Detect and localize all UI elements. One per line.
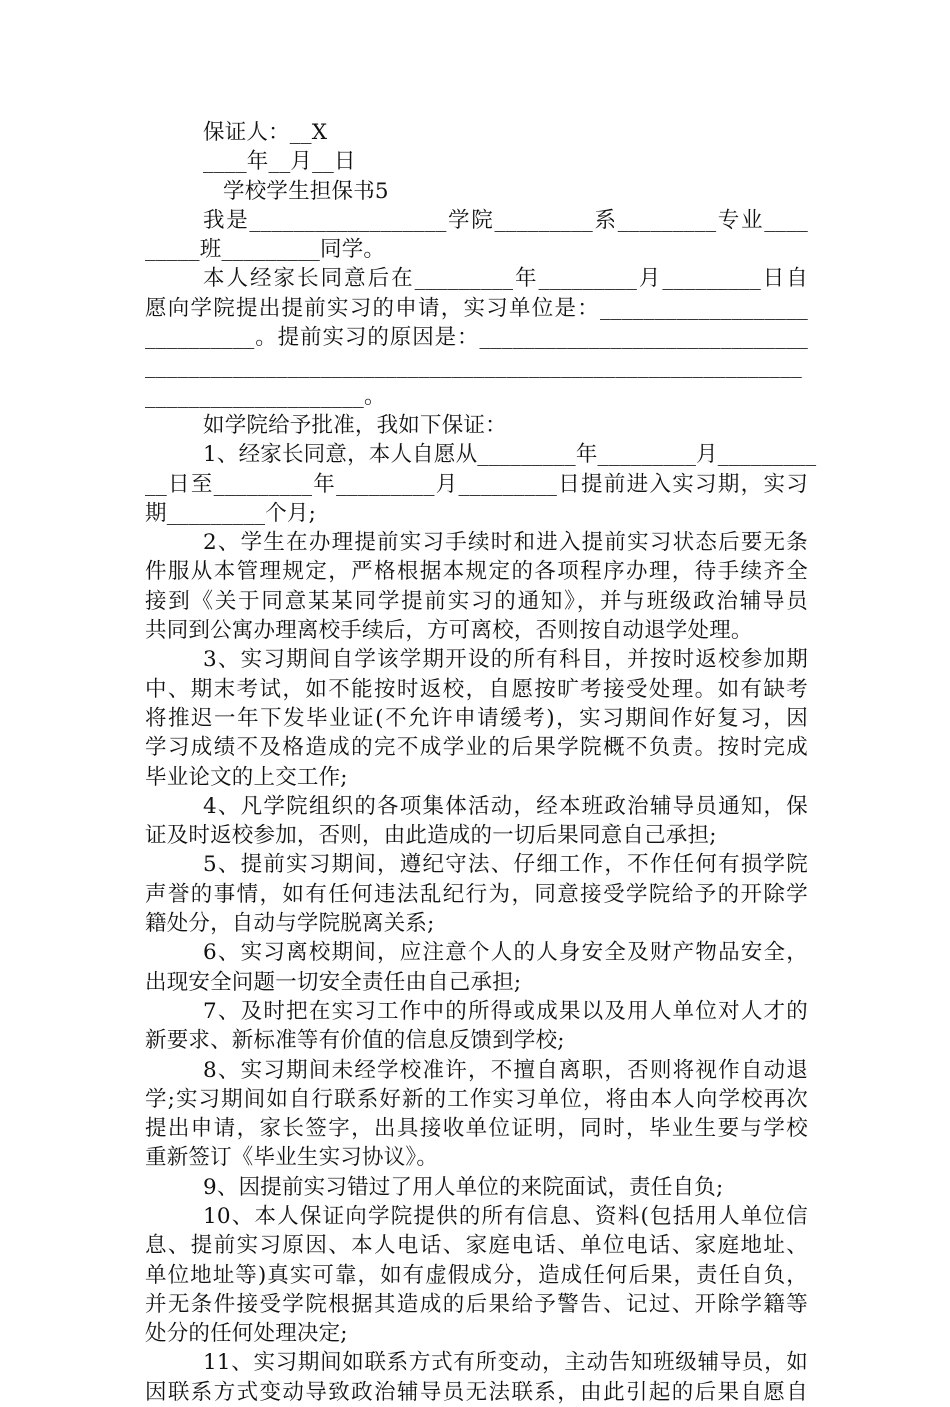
clause-2-line: 接到《关于同意某某同学提前实习的通知》，并与班级政治辅导员 xyxy=(145,588,808,614)
clause-3-line: 学习成绩不及格造成的完不成学业的后果学院概不负责。按时完成 xyxy=(145,735,808,761)
clause-3-line: 毕业论文的上交工作; xyxy=(145,764,348,790)
text-line: _____班_________同学。 xyxy=(145,237,386,263)
clause-7-line: 7、及时把在实习工作中的所得或成果以及用人单位对人才的 xyxy=(203,998,808,1024)
clause-4-line: 4、凡学院组织的各项集体活动，经本班政治辅导员通知，保 xyxy=(203,793,808,819)
date-line: ____年__月__日 xyxy=(203,149,356,175)
clause-1-line: 期_________个月; xyxy=(145,500,317,526)
clause-6-line: 6、实习离校期间，应注意个人的人身安全及财产物品安全， xyxy=(203,940,808,966)
clause-3-line: 中、期末考试，如不能按时返校，自愿按旷考接受处理。如有缺考 xyxy=(145,676,808,702)
text-line: 愿向学院提出提前实习的申请，实习单位是：___________________ xyxy=(145,295,808,321)
text-line: 我是__________________学院_________系_________专业____ xyxy=(203,207,808,233)
clause-2-line: 件服从本管理规定，严格根据本规定的各项程序办理，待手续齐全 xyxy=(145,559,808,585)
clause-6-line: 出现安全问题一切安全责任由自己承担; xyxy=(145,969,522,995)
clause-5-line: 籍处分，自动与学院脱离关系; xyxy=(145,911,435,937)
clause-11-line: 11、实习期间如联系方式有所变动，主动告知班级辅导员，如 xyxy=(203,1350,808,1376)
clause-8-line: 重新签订《毕业生实习协议》。 xyxy=(145,1145,439,1171)
text-line: ____________________。 xyxy=(145,383,386,409)
text-line: 本人经家长同意后在_________年_________月_________日自 xyxy=(203,266,808,292)
clause-8-line: 8、实习期间未经学校准许，不擅自离职，否则将视作自动退 xyxy=(203,1057,808,1083)
clause-10-line: 单位地址等)真实可靠，如有虚假成分，造成任何后果，责任自负， xyxy=(145,1262,808,1288)
clause-7-line: 新要求、新标准等有价值的信息反馈到学校; xyxy=(145,1028,565,1054)
section-title: 学校学生担保书5 xyxy=(223,178,389,204)
clause-4-line: 证及时返校参加，否则，由此造成的一切后果同意自己承担; xyxy=(145,823,717,849)
clause-9-line: 9、因提前实习错过了用人单位的来院面试，责任自负; xyxy=(203,1174,724,1200)
clause-5-line: 5、提前实习期间，遵纪守法、仔细工作，不作任何有损学院 xyxy=(203,852,808,878)
clause-1-line: 1、经家长同意，本人自愿从_________年_________月_________ xyxy=(203,442,817,468)
text-line: 如学院给予批准，我如下保证： xyxy=(203,412,507,438)
guarantor-line: 保证人：__X xyxy=(203,120,328,145)
document-body xyxy=(145,118,817,1407)
clause-3-line: 将推迟一年下发毕业证(不允许申请缓考)，实习期间作好复习，因 xyxy=(145,705,808,731)
text-line: __________。提前实习的原因是：______________________________ xyxy=(145,325,808,351)
clause-10-line: 并无条件接受学院根据其造成的后果给予警告、记过、开除学籍等 xyxy=(145,1291,808,1317)
clause-2-line: 2、学生在办理提前实习手续时和进入提前实习状态后要无条 xyxy=(203,530,808,556)
clause-5-line: 声誉的事情，如有任何违法乱纪行为，同意接受学院给予的开除学 xyxy=(145,881,808,907)
clause-11-line: 因联系方式变动导致政治辅导员无法联系，由此引起的后果自愿自 xyxy=(145,1379,808,1405)
clause-10-line: 息、提前实习原因、本人电话、家庭电话、单位电话、家庭地址、 xyxy=(145,1233,808,1259)
clause-10-line: 处分的任何处理决定; xyxy=(145,1321,348,1347)
text-line: ____________________________________________________________ xyxy=(145,354,802,380)
clause-8-line: 提出申请，家长签字，出具接收单位证明，同时，毕业生要与学校 xyxy=(145,1116,808,1142)
clause-10-line: 10、本人保证向学院提供的所有信息、资料(包括用人单位信 xyxy=(203,1203,808,1229)
clause-2-line: 共同到公寓办理离校手续后，方可离校，否则按自动退学处理。 xyxy=(145,618,753,644)
clause-3-line: 3、实习期间自学该学期开设的所有科目，并按时返校参加期 xyxy=(203,647,808,673)
clause-1-line: __日至_________年_________月_________日提前进入实习期，实习 xyxy=(145,471,808,497)
clause-8-line: 学;实习期间如自行联系好新的工作实习单位，将由本人向学校再次 xyxy=(145,1086,808,1112)
